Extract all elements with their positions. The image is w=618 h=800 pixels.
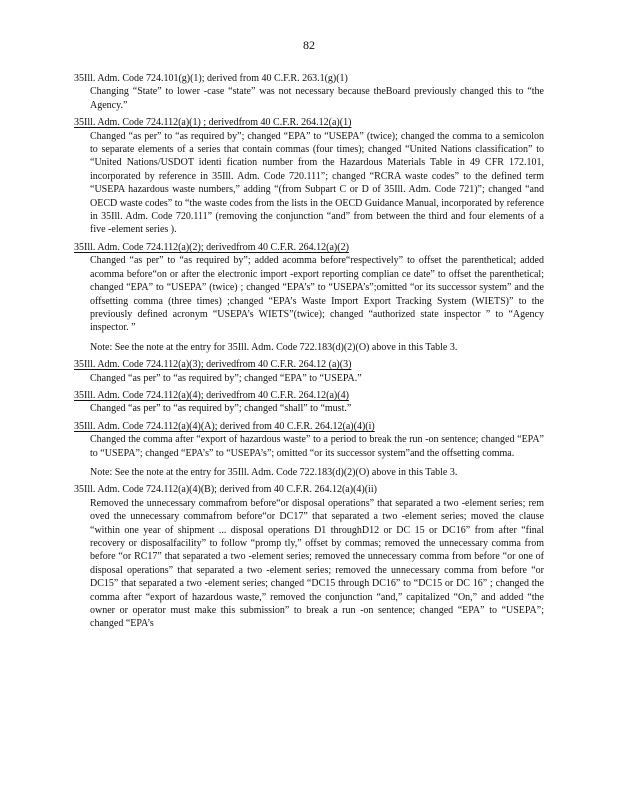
table-entry	[74, 116, 544, 237]
table-content	[74, 72, 544, 635]
entry-heading: 35Ill. Adm. Code 724.112(a)(2); derivedfrom 40 C.F.R. 264.12(a)(2)	[74, 241, 349, 253]
entry-heading: 35Ill. Adm. Code 724.112(a)(4)(B); derived from 40 C.F.R. 264.12(a)(4)(ii)	[74, 484, 377, 496]
table-entry	[74, 241, 544, 354]
entry-body: Changed “as per” to “as required by”; added acomma before“respectively” to offset the parenthetical; added acomma before“on or after the electronic import -export reporting complian ce date” to offset the parenthetical; changed “EPA” to “USEPA” (twice) ; changed “EPA’s” to “USEPA’s”;omitted “or its successor system” and the offsetting comma (three times) ;changed “EPA’s Waste Import Export Tracking System (WIETS)” to the previously defined acronym “USEPA’s WIETS”(twice); changed “authorized state inspector ” to “Agency inspector. ”	[90, 255, 544, 334]
entry-note: Note: See the note at the entry for 35Ill. Adm. Code 722.183(d)(2)(O) above in this Table 3.	[90, 341, 458, 353]
table-entry	[74, 389, 544, 416]
entry-heading: 35Ill. Adm. Code 724.112(a)(4)(A); derived from 40 C.F.R. 264.12(a)(4)(i)	[74, 420, 375, 432]
entry-body: Removed the unnecessary commafrom before“or disposal operations” that separated a two -element series; rem oved the unnecessary commafrom before“or DC17” that separated a two -element series; moved the clause “within one year of shipment ... disposal operations D1 throughD12 or DC 15 or DC16” from after “final recovery or disposalfacility” to follow “promp tly,” offset by commas; removed the unnecessary comma from before “or RC17” that separated a two -element series; removed the unnecessary comma from before “or one of disposal operations” that separated a two -element series; removed the unnecessary comma from before “or DC15” that separated a two -element series; changed “DC15 through DC16” to “DC15 or DC 16” ; changed the comma after “export of hazardous waste,” removed the conjunction “and,” capitalized “On,” and added “the owner or operator must make this submission” to break a run -on sentence; changed “EPA” to “USEPA”; changed “EPA’s	[90, 497, 544, 630]
entry-body: Changed “as per” to “as required by”; changed “shall” to “must.”	[90, 403, 352, 415]
entry-note: Note: See the note at the entry for 35Ill. Adm. Code 722.183(d)(2)(O) above in this Table 3.	[90, 466, 458, 478]
table-entry	[74, 483, 544, 630]
entry-heading: 35Ill. Adm. Code 724.101(g)(1); derived from 40 C.F.R. 263.1(g)(1)	[74, 73, 348, 84]
entry-body: Changed the comma after “export of hazardous waste” to a period to break the run -on sentence; changed “EPA” to “USEPA”; changed “EPA’s” to “USEPA’s”; omitted “or its successor system”and the offsetting comma.	[90, 434, 544, 459]
entry-heading: 35Ill. Adm. Code 724.112(a)(3); derivedfrom 40 C.F.R. 264.12 (a)(3)	[74, 359, 352, 371]
table-entry	[74, 358, 544, 385]
entry-heading: 35Ill. Adm. Code 724.112(a)(4); derivedfrom 40 C.F.R. 264.12(a)(4)	[74, 389, 349, 401]
table-entry	[74, 420, 544, 480]
entry-heading: 35Ill. Adm. Code 724.112(a)(1) ; derivedfrom 40 C.F.R. 264.12(a)(1)	[74, 117, 352, 129]
entry-body: Changed “as per” to “as required by”; changed “EPA” to “USEPA” (twice); changed the comma to a semicolon to separate elements of a series that contain commas (four times); changed “United Nations classification” to “United Nations/USDOT identi fication number from the Hazardous Materials Table in 49 CFR 172.101, incorporated by reference in 35Ill. Adm. Code 720.111”; changed “RCRA waste codes” to the defined term “USEPA hazardous waste numbers,” adding “(from Subpart C or D of 35Ill. Adm. Code 721)”; changed “and OECD waste codes” to “the waste codes from the lists in the OECD Guidance Manual, incorporated by reference in 35Ill. Adm. Code 720.111” (removing the conjunction “and” from between the third and four elements of a five -element series ).	[90, 130, 544, 236]
page-number: 82	[303, 38, 315, 52]
entry-body: Changing “State” to lower -case “state” was not necessary because theBoard previously changed this to “the Agency.”	[90, 86, 544, 111]
table-entry	[74, 72, 544, 112]
entry-body: Changed “as per” to “as required by”; changed “EPA” to “USEPA.”	[90, 372, 362, 384]
